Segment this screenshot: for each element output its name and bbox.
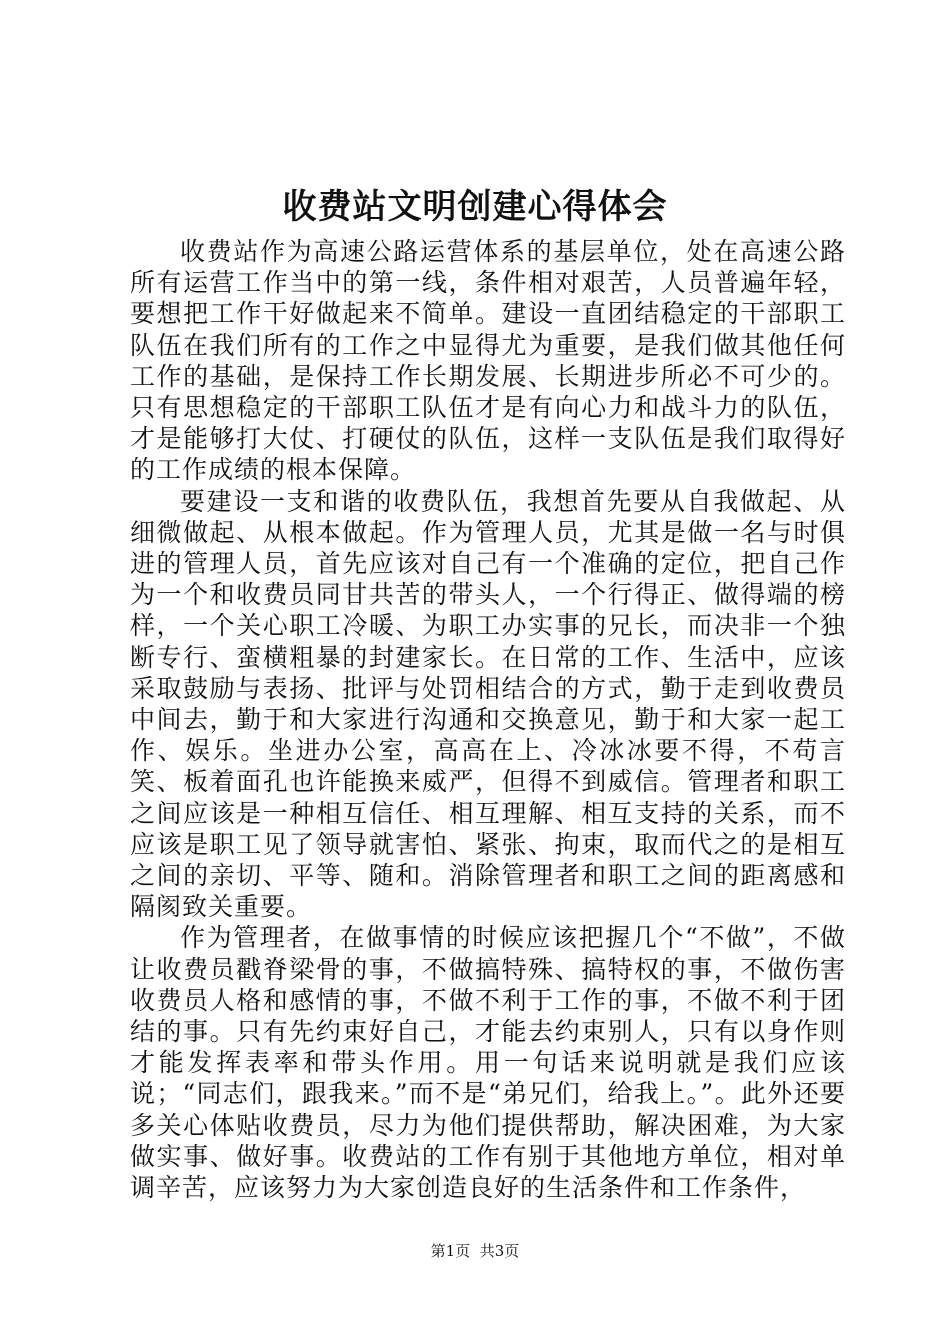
paragraph-2: 要建设一支和谐的收费队伍，我想首先要从自我做起、从细微做起、从根本做起。作为管理人员，尤其是做一名与时俱进的管理人员，首先应该对自己有一个准确的定位，把自己作为一个和收费员同甘共苦的带头人，一个行得正、做得端的榜样，一个关心职工冷暖、为职工办实事的兄长，而决非一个独断专行、蛮横粗暴的封建家长。在日常的工作、生活中，应该采取鼓励与表扬、批评与处罚相结合的方式，勤于走到收费员中间去，勤于和大家进行沟通和交换意见，勤于和大家一起工作、娱乐。坐进办公室，高高在上、冷冰冰要不得，不苟言笑、板着面孔也许能换来威严，但得不到威信。管理者和职工之间应该是一种相互信任、相互理解、相互支持的关系，而不应该是职工见了领导就害怕、紧张、拘束，取而代之的是相互之间的亲切、平等、随和。消除管理者和职工之间的距离感和隔阂致关重要。 <box>130 486 846 922</box>
page-total: 共3页 <box>479 1242 520 1260</box>
page-number: 第1页 <box>430 1242 471 1260</box>
document-title: 收费站文明创建心得体会 <box>282 187 668 227</box>
page-footer <box>0 1241 950 1261</box>
document-body <box>130 236 846 1203</box>
paragraph-1: 收费站作为高速公路运营体系的基层单位，处在高速公路所有运营工作当中的第一线，条件相对艰苦，人员普遍年轻，要想把工作干好做起来不简单。建设一直团结稳定的干部职工队伍在我们所有的工作之中显得尤为重要，是我们做其他任何工作的基础，是保持工作长期发展、长期进步所必不可少的。只有思想稳定的干部职工队伍才是有向心力和战斗力的队伍，才是能够打大仗、打硬仗的队伍，这样一支队伍是我们取得好的工作成绩的根本保障。 <box>130 237 846 485</box>
paragraph-3: 作为管理者，在做事情的时候应该把握几个“不做”，不做让收费员戳脊梁骨的事，不做搞特殊、搞特权的事，不做伤害收费员人格和感情的事，不做不利于工作的事，不做不利于团结的事。只有先约束好自己，才能去约束别人，只有以身作则才能发挥表率和带头作用。用一句话来说明就是我们应该说；“同志们，跟我来。”而不是“弟兄们，给我上。”。此外还要多关心体贴收费员，尽力为他们提供帮助，解决困难，为大家做实事、做好事。收费站的工作有别于其他地方单位，相对单调辛苦，应该努力为大家创造良好的生活条件和工作条件， <box>130 923 846 1203</box>
